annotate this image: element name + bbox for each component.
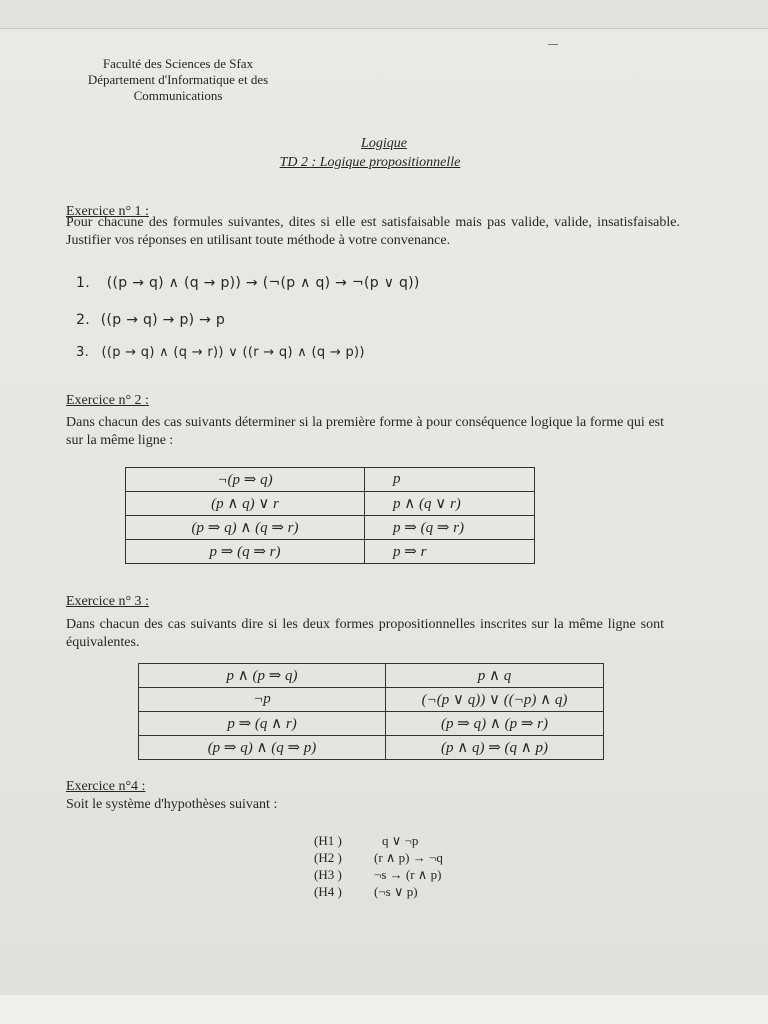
institution-header — [58, 56, 298, 104]
formula-number: 3. — [76, 345, 90, 360]
table-cell: p ⇒ (q ∧ r) — [139, 712, 386, 736]
exercise-2-table — [125, 467, 535, 564]
table-row — [126, 516, 535, 540]
hypothesis-label: (H4 ) — [314, 884, 342, 899]
table-row — [139, 712, 604, 736]
td-title: TD 2 : Logique propositionnelle — [279, 155, 461, 170]
table-cell: p — [365, 468, 535, 492]
table-cell: (p ∧ q) ⇒ (q ∧ p) — [386, 736, 604, 760]
exercise-2-text: Dans chacun des cas suivants déterminer si la première forme à pour conséquence logique la forme qui est sur la même ligne : — [66, 415, 664, 448]
table-cell: p ∧ (q ∨ r) — [365, 492, 535, 516]
table-cell: p ⇒ (q ⇒ r) — [365, 516, 535, 540]
exercise-3-text: Dans chacun des cas suivants dire si les deux formes propositionnelles inscrites sur la même ligne sont équivalentes. — [66, 617, 664, 650]
header-line-1: Faculté des Sciences de Sfax — [102, 56, 254, 71]
exercise-3-table — [138, 663, 604, 760]
header-line-2: Département d'Informatique et des — [87, 72, 269, 87]
table-cell: (¬(p ∨ q)) ∨ ((¬p) ∧ q) — [386, 688, 604, 712]
hypothesis-row — [314, 849, 453, 866]
formula-text: ((p → q) → p) → p — [100, 312, 226, 328]
hypothesis-row — [314, 866, 453, 883]
table-cell: ¬p — [139, 688, 386, 712]
table-cell: p ⇒ (q ⇒ r) — [126, 540, 365, 564]
table-row — [126, 492, 535, 516]
exercise-1-heading: Exercice n° 1 : — [66, 204, 149, 219]
exercise-1-text: Pour chacune des formules suivantes, dites si elle est satisfaisable mais pas valide, valide, insatisfaisable. Justifier vos réponses en utilisant toute méthode à votre convenance. — [66, 215, 680, 248]
hypothesis-formula: ¬s → (r ∧ p) — [374, 867, 442, 882]
hypothesis-row — [314, 883, 453, 900]
table-cell: ¬(p ⇒ q) — [126, 468, 365, 492]
table-cell: (p ∧ q) ∨ r — [126, 492, 365, 516]
hypothesis-formula: q ∨ ¬p — [382, 833, 419, 848]
exercise-3-heading: Exercice n° 3 : — [66, 594, 149, 609]
table-cell: p ⇒ r — [365, 540, 535, 564]
formula-text: ((p → q) ∧ (q → r)) ∨ ((r → q) ∧ (q → p)) — [101, 345, 365, 360]
table-cell: p ∧ q — [386, 664, 604, 688]
table-cell: (p ⇒ q) ∧ (q ⇒ p) — [139, 736, 386, 760]
hypothesis-formula: (r ∧ p) → ¬q — [374, 850, 443, 865]
hypothesis-row — [314, 832, 453, 849]
exercise-2-heading: Exercice n° 2 : — [66, 393, 149, 408]
formula-item-3 — [76, 345, 365, 360]
exercise-4-heading: Exercice n°4 : — [66, 779, 146, 794]
hypothesis-label: (H2 ) — [314, 850, 342, 865]
pen-mark — [548, 44, 558, 45]
table-row — [139, 688, 604, 712]
course-title: Logique — [361, 136, 407, 151]
formula-text: ((p → q) ∧ (q → p)) → (¬(p ∧ q) → ¬(p ∨ q)) — [106, 275, 420, 291]
table-cell: (p ⇒ q) ∧ (p ⇒ r) — [386, 712, 604, 736]
formula-item-1 — [76, 275, 420, 291]
table-row — [126, 468, 535, 492]
table-cell: (p ⇒ q) ∧ (q ⇒ r) — [126, 516, 365, 540]
hypotheses-list — [314, 832, 453, 900]
hypothesis-label: (H3 ) — [314, 867, 342, 882]
page-background-bottom — [0, 995, 768, 1024]
exercise-4-text: Soit le système d'hypothèses suivant : — [66, 797, 278, 812]
hypothesis-formula: (¬s ∨ p) — [374, 884, 418, 899]
table-row — [139, 736, 604, 760]
table-row — [139, 664, 604, 688]
table-cell: p ∧ (p ⇒ q) — [139, 664, 386, 688]
hypothesis-label: (H1 ) — [314, 833, 342, 848]
formula-number: 1. — [76, 275, 90, 291]
formula-item-2 — [76, 312, 225, 328]
header-line-3: Communications — [133, 88, 223, 103]
formula-number: 2. — [76, 312, 90, 328]
table-row — [126, 540, 535, 564]
